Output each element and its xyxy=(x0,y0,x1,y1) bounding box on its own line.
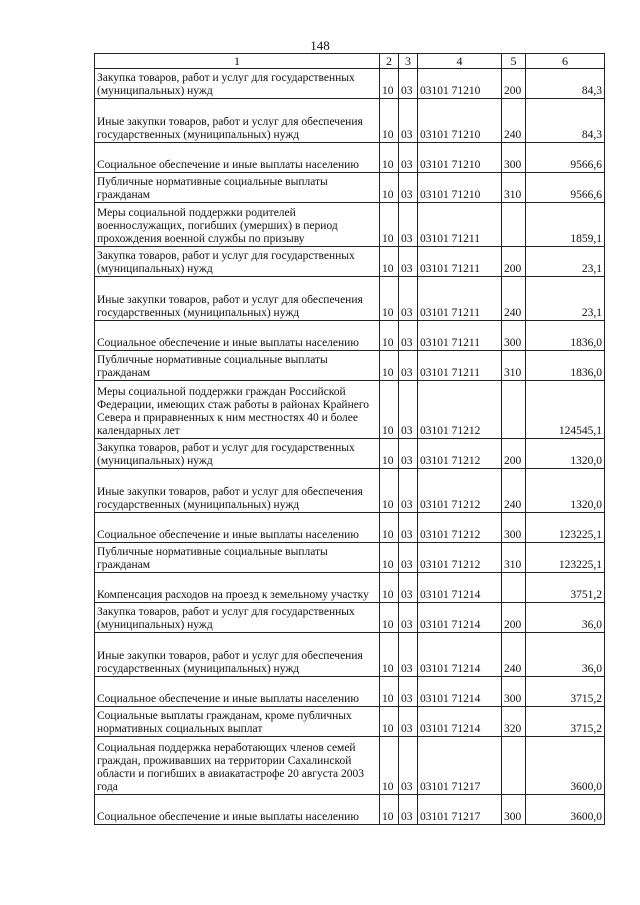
cell-expense-type: 300 xyxy=(502,143,526,173)
cell-amount: 9566,6 xyxy=(526,173,605,203)
cell-expense-type: 200 xyxy=(502,603,526,633)
page-number: 148 xyxy=(310,38,330,53)
cell-section: 10 xyxy=(380,69,399,99)
cell-name: Иные закупки товаров, работ и услуг для обеспечения государственных (муниципальных) нужд xyxy=(95,633,380,677)
cell-subsection: 03 xyxy=(399,633,418,677)
cell-target-article: 03101 71212 xyxy=(418,543,502,573)
cell-target-article: 03101 71214 xyxy=(418,573,502,603)
cell-target-article: 03101 71217 xyxy=(418,737,502,795)
cell-amount: 9566,6 xyxy=(526,143,605,173)
cell-expense-type: 310 xyxy=(502,173,526,203)
cell-amount: 36,0 xyxy=(526,633,605,677)
cell-amount: 123225,1 xyxy=(526,513,605,543)
cell-name: Закупка товаров, работ и услуг для государственных (муниципальных) нужд xyxy=(95,439,380,469)
cell-section: 10 xyxy=(380,99,399,143)
cell-target-article: 03101 71211 xyxy=(418,321,502,351)
cell-expense-type xyxy=(502,381,526,439)
cell-section: 10 xyxy=(380,247,399,277)
cell-section: 10 xyxy=(380,143,399,173)
table-row xyxy=(95,439,605,469)
cell-expense-type: 200 xyxy=(502,69,526,99)
cell-expense-type: 200 xyxy=(502,247,526,277)
cell-subsection: 03 xyxy=(399,99,418,143)
cell-expense-type: 240 xyxy=(502,633,526,677)
cell-subsection: 03 xyxy=(399,143,418,173)
cell-name: Закупка товаров, работ и услуг для государственных (муниципальных) нужд xyxy=(95,247,380,277)
header-col-1: 1 xyxy=(95,54,380,69)
cell-expense-type: 300 xyxy=(502,321,526,351)
cell-subsection: 03 xyxy=(399,573,418,603)
cell-amount: 1836,0 xyxy=(526,321,605,351)
cell-name: Социальное обеспечение и иные выплаты населению xyxy=(95,143,380,173)
cell-name: Социальное обеспечение и иные выплаты населению xyxy=(95,513,380,543)
table-header-row xyxy=(95,54,605,69)
cell-section: 10 xyxy=(380,351,399,381)
cell-section: 10 xyxy=(380,321,399,351)
cell-name: Иные закупки товаров, работ и услуг для обеспечения государственных (муниципальных) нужд xyxy=(95,99,380,143)
cell-target-article: 03101 71214 xyxy=(418,677,502,707)
table-row xyxy=(95,469,605,513)
header-col-3: 3 xyxy=(399,54,418,69)
cell-target-article: 03101 71210 xyxy=(418,143,502,173)
header-col-6: 6 xyxy=(526,54,605,69)
cell-name: Меры социальной поддержки родителей военнослужащих, погибших (умерших) в период прохождения военной службы по призыву xyxy=(95,203,380,247)
cell-amount: 3715,2 xyxy=(526,677,605,707)
table-row xyxy=(95,737,605,795)
table-row xyxy=(95,603,605,633)
cell-section: 10 xyxy=(380,277,399,321)
cell-amount: 84,3 xyxy=(526,99,605,143)
cell-amount: 1836,0 xyxy=(526,351,605,381)
cell-name: Иные закупки товаров, работ и услуг для обеспечения государственных (муниципальных) нужд xyxy=(95,469,380,513)
cell-expense-type: 240 xyxy=(502,469,526,513)
cell-target-article: 03101 71211 xyxy=(418,277,502,321)
cell-name: Закупка товаров, работ и услуг для государственных (муниципальных) нужд xyxy=(95,603,380,633)
cell-subsection: 03 xyxy=(399,277,418,321)
table-row xyxy=(95,543,605,573)
cell-expense-type xyxy=(502,573,526,603)
header-col-4: 4 xyxy=(418,54,502,69)
cell-section: 10 xyxy=(380,677,399,707)
cell-subsection: 03 xyxy=(399,513,418,543)
cell-name: Закупка товаров, работ и услуг для государственных (муниципальных) нужд xyxy=(95,69,380,99)
cell-name: Социальное обеспечение и иные выплаты населению xyxy=(95,677,380,707)
cell-target-article: 03101 71212 xyxy=(418,439,502,469)
table-row xyxy=(95,351,605,381)
cell-section: 10 xyxy=(380,469,399,513)
cell-section: 10 xyxy=(380,513,399,543)
cell-section: 10 xyxy=(380,603,399,633)
cell-expense-type: 300 xyxy=(502,513,526,543)
cell-name: Социальные выплаты гражданам, кроме публичных нормативных социальных выплат xyxy=(95,707,380,737)
cell-section: 10 xyxy=(380,737,399,795)
cell-amount: 1320,0 xyxy=(526,439,605,469)
cell-subsection: 03 xyxy=(399,469,418,513)
cell-amount: 1320,0 xyxy=(526,469,605,513)
table-row xyxy=(95,795,605,825)
cell-subsection: 03 xyxy=(399,677,418,707)
cell-subsection: 03 xyxy=(399,69,418,99)
cell-amount: 1859,1 xyxy=(526,203,605,247)
cell-target-article: 03101 71214 xyxy=(418,603,502,633)
cell-name: Иные закупки товаров, работ и услуг для обеспечения государственных (муниципальных) нужд xyxy=(95,277,380,321)
cell-target-article: 03101 71210 xyxy=(418,173,502,203)
cell-amount: 3751,2 xyxy=(526,573,605,603)
cell-expense-type: 200 xyxy=(502,439,526,469)
cell-expense-type: 310 xyxy=(502,351,526,381)
cell-subsection: 03 xyxy=(399,543,418,573)
cell-subsection: 03 xyxy=(399,795,418,825)
cell-target-article: 03101 71212 xyxy=(418,469,502,513)
cell-amount: 36,0 xyxy=(526,603,605,633)
cell-amount: 124545,1 xyxy=(526,381,605,439)
cell-name: Меры социальной поддержки граждан Российской Федерации, имеющих стаж работы в районах Крайнего Севера и приравненных к ним местностях 40 и более календарных лет xyxy=(95,381,380,439)
table-row xyxy=(95,173,605,203)
cell-subsection: 03 xyxy=(399,351,418,381)
cell-expense-type: 240 xyxy=(502,99,526,143)
cell-expense-type xyxy=(502,737,526,795)
cell-subsection: 03 xyxy=(399,603,418,633)
cell-expense-type xyxy=(502,203,526,247)
cell-name: Социальное обеспечение и иные выплаты населению xyxy=(95,795,380,825)
cell-section: 10 xyxy=(380,439,399,469)
cell-target-article: 03101 71210 xyxy=(418,99,502,143)
table-row xyxy=(95,277,605,321)
budget-table xyxy=(94,53,605,825)
table-row xyxy=(95,381,605,439)
cell-target-article: 03101 71214 xyxy=(418,633,502,677)
table-row xyxy=(95,633,605,677)
table-row xyxy=(95,69,605,99)
cell-section: 10 xyxy=(380,173,399,203)
cell-expense-type: 320 xyxy=(502,707,526,737)
table-row xyxy=(95,707,605,737)
cell-expense-type: 300 xyxy=(502,795,526,825)
cell-target-article: 03101 71211 xyxy=(418,203,502,247)
cell-target-article: 03101 71214 xyxy=(418,707,502,737)
cell-section: 10 xyxy=(380,573,399,603)
cell-amount: 3600,0 xyxy=(526,737,605,795)
table-row xyxy=(95,513,605,543)
cell-subsection: 03 xyxy=(399,707,418,737)
cell-target-article: 03101 71211 xyxy=(418,351,502,381)
cell-section: 10 xyxy=(380,795,399,825)
table-row xyxy=(95,99,605,143)
cell-subsection: 03 xyxy=(399,439,418,469)
cell-section: 10 xyxy=(380,543,399,573)
header-col-5: 5 xyxy=(502,54,526,69)
cell-expense-type: 300 xyxy=(502,677,526,707)
cell-target-article: 03101 71211 xyxy=(418,247,502,277)
cell-amount: 23,1 xyxy=(526,247,605,277)
cell-subsection: 03 xyxy=(399,203,418,247)
table-row xyxy=(95,247,605,277)
cell-subsection: 03 xyxy=(399,247,418,277)
cell-target-article: 03101 71217 xyxy=(418,795,502,825)
cell-target-article: 03101 71212 xyxy=(418,513,502,543)
table-row xyxy=(95,203,605,247)
cell-name: Социальное обеспечение и иные выплаты населению xyxy=(95,321,380,351)
cell-subsection: 03 xyxy=(399,173,418,203)
table-row xyxy=(95,321,605,351)
cell-name: Публичные нормативные социальные выплаты гражданам xyxy=(95,173,380,203)
cell-subsection: 03 xyxy=(399,737,418,795)
cell-expense-type: 240 xyxy=(502,277,526,321)
cell-target-article: 03101 71210 xyxy=(418,69,502,99)
cell-amount: 123225,1 xyxy=(526,543,605,573)
table-row xyxy=(95,143,605,173)
cell-section: 10 xyxy=(380,707,399,737)
cell-section: 10 xyxy=(380,203,399,247)
header-col-2: 2 xyxy=(380,54,399,69)
cell-subsection: 03 xyxy=(399,381,418,439)
cell-target-article: 03101 71212 xyxy=(418,381,502,439)
cell-expense-type: 310 xyxy=(502,543,526,573)
cell-amount: 84,3 xyxy=(526,69,605,99)
table-row xyxy=(95,573,605,603)
cell-section: 10 xyxy=(380,633,399,677)
cell-subsection: 03 xyxy=(399,321,418,351)
cell-amount: 23,1 xyxy=(526,277,605,321)
cell-amount: 3715,2 xyxy=(526,707,605,737)
table-row xyxy=(95,677,605,707)
cell-name: Публичные нормативные социальные выплаты гражданам xyxy=(95,351,380,381)
cell-amount: 3600,0 xyxy=(526,795,605,825)
cell-name: Компенсация расходов на проезд к земельному участку xyxy=(95,573,380,603)
cell-name: Публичные нормативные социальные выплаты гражданам xyxy=(95,543,380,573)
cell-name: Социальная поддержка неработающих членов семей граждан, проживавших на территории Сахалинской области и погибших в авиакатастрофе 20 августа 2003 года xyxy=(95,737,380,795)
cell-section: 10 xyxy=(380,381,399,439)
